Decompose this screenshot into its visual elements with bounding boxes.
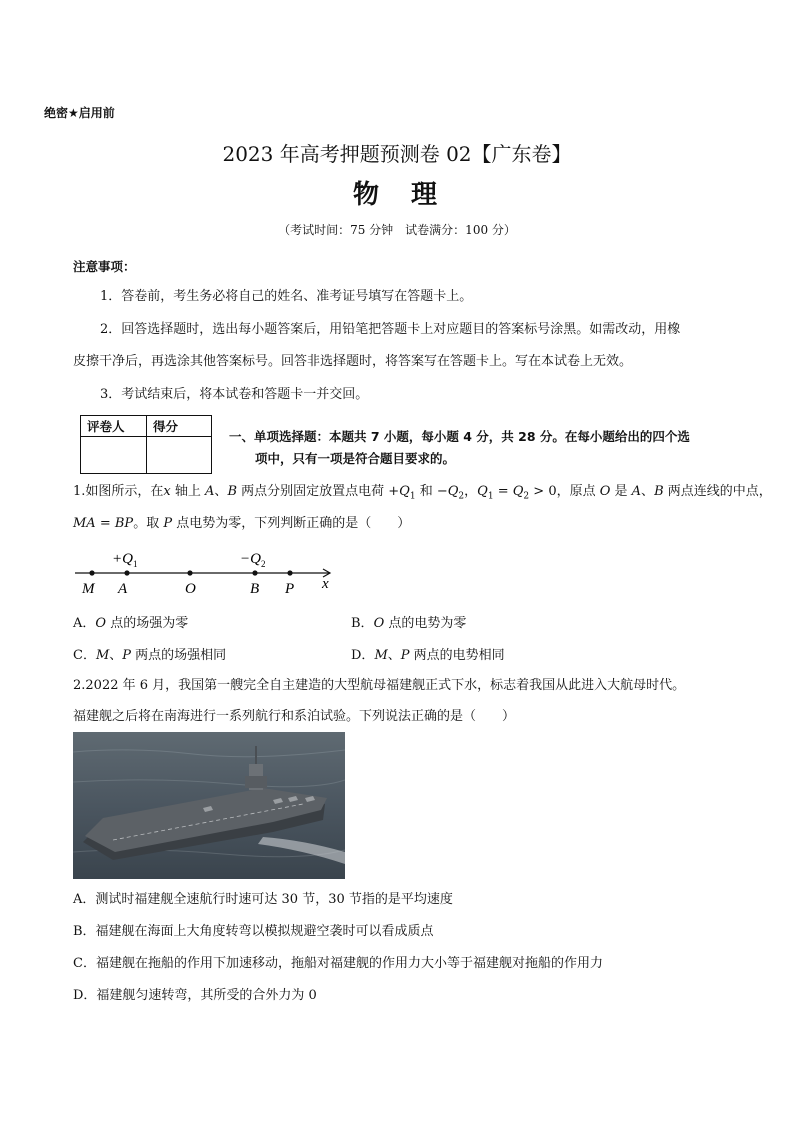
q1-sub: 1: [409, 491, 416, 502]
option-text: 点的场强为零: [106, 616, 189, 631]
option-var: O: [373, 616, 385, 631]
q1-var: P: [163, 516, 173, 531]
option-text: 点的电势为零: [384, 616, 467, 631]
label-p: P: [285, 581, 295, 597]
q1-text: 、: [641, 484, 655, 499]
subject-char-2: 理: [411, 180, 442, 210]
q1-text: =: [493, 484, 513, 499]
option-var: P: [122, 648, 132, 663]
charge-q1-label: $+Q_1$: [112, 551, 138, 569]
option-var: O: [95, 616, 107, 631]
section-heading-line-1: 一、单项选择题：本题共 7 小题，每小题 4 分，共 28 分。在每小题给出的四个选: [229, 429, 690, 444]
label-a: A: [118, 581, 128, 597]
q1-text: 两点分别固定放置点电荷 +: [237, 484, 400, 499]
notice-item-2-line-1: 2．回答选择题时，选出每小题答案后，用铅笔把答题卡上对应题目的答案标号涂黑。如需改动，用橡: [100, 322, 681, 337]
q1-text: 、: [214, 484, 228, 499]
q1-text: 轴上: [170, 484, 206, 499]
q1-text: 如图所示，在: [85, 484, 164, 499]
option-text: 两点的场强相同: [131, 648, 227, 663]
q1-text: 两点连线的中点，: [663, 484, 772, 499]
q1-var: MA: [73, 516, 96, 531]
score-header: 得分: [147, 416, 212, 437]
option-var: M: [95, 648, 110, 663]
q2-option-c: C．福建舰在拖船的作用下加速移动，拖船对福建舰的作用力大小等于福建舰对拖船的作用力: [73, 956, 603, 971]
q1-text: 点电势为零，下列判断正确的是（ ）: [172, 516, 411, 531]
q1-text: 是: [610, 484, 632, 499]
q1-option-a: [73, 612, 188, 631]
q1-stem-line-1: [73, 482, 772, 507]
q1-var: x: [163, 484, 171, 499]
q1-var: Q: [399, 484, 410, 499]
subject-char-1: 物: [352, 180, 383, 210]
q2-option-b: B．福建舰在海面上大角度转弯以模拟规避空袭时可以看成质点: [73, 924, 434, 939]
point-o-dot: [187, 570, 192, 575]
notice-heading: 注意事项：: [73, 259, 136, 274]
q2-stem-line-1: 2.2022 年 6 月，我国第一艘完全自主建造的大型航母福建舰正式下水，标志着我国从此进入大航母时代。: [73, 678, 686, 693]
option-text: 、: [109, 648, 123, 663]
q1-text: 和 −: [415, 484, 448, 499]
q1-text: 。取: [133, 516, 164, 531]
notice-item-2-line-2: 皮擦干净后，再选涂其他答案标号。回答非选择题时，将答案写在答题卡上。写在本试卷上无效。: [73, 354, 633, 369]
label-x: x: [322, 576, 329, 592]
exam-title: 2023 年高考押题预测卷 02【广东卷】: [222, 142, 572, 166]
q1-number: 1.: [73, 484, 86, 499]
carrier-island: [245, 776, 267, 788]
q1-axis-diagram: [72, 540, 342, 600]
grading-table: [80, 415, 212, 474]
notice-item-1: 1．答卷前，考生务必将自己的姓名、准考证号填写在答题卡上。: [100, 289, 473, 304]
label-o: O: [185, 581, 196, 597]
grader-header: 评卷人: [81, 416, 147, 437]
section-heading-line-2: 项中，只有一项是符合题目要求的。: [255, 451, 456, 466]
subject-title: [0, 174, 794, 211]
q2-option-a: A．测试时福建舰全速航行时速可达 30 节，30 节指的是平均速度: [73, 892, 453, 907]
q1-option-d: [351, 644, 505, 663]
q2-option-d: D．福建舰匀速转弯，其所受的合外力为 0: [73, 988, 317, 1003]
q1-var: B: [227, 484, 237, 499]
label-m: M: [82, 581, 95, 597]
aircraft-carrier-photo: [73, 732, 345, 879]
q1-text: > 0，原点: [529, 484, 600, 499]
option-label: B．: [351, 616, 374, 631]
option-var: M: [374, 648, 388, 663]
section-heading: [229, 426, 729, 470]
option-label: D．: [351, 648, 375, 663]
q1-var: B: [654, 484, 664, 499]
confidential-label: 绝密★启用前: [44, 106, 115, 120]
q1-var: A: [205, 484, 215, 499]
point-p-dot: [287, 570, 292, 575]
exam-meta: （考试时间：75 分钟 试卷满分：100 分）: [278, 223, 516, 237]
q1-var: Q: [447, 484, 459, 499]
option-text: 两点的电势相同: [409, 648, 505, 663]
score-cell: [147, 437, 212, 474]
q2-stem-line-2: 福建舰之后将在南海进行一系列航行和系泊试验。下列说法正确的是（ ）: [73, 709, 516, 724]
charge-q2-label: $-Q_2$: [240, 551, 266, 569]
q1-var: Q: [477, 484, 488, 499]
q1-text: =: [95, 516, 115, 531]
q1-option-c: [73, 644, 226, 663]
q1-option-b: [351, 612, 466, 631]
point-b-dot: [252, 570, 257, 575]
point-m-dot: [89, 570, 94, 575]
point-a-dot: [124, 570, 129, 575]
q1-sub: 2: [458, 491, 465, 502]
q1-var: Q: [512, 484, 524, 499]
option-label: A．: [73, 616, 96, 631]
q1-sub: 2: [523, 491, 530, 502]
q1-text: ，: [464, 484, 478, 499]
notice-item-3: 3．考试结束后，将本试卷和答题卡一并交回。: [100, 387, 369, 402]
q1-var: BP: [114, 516, 134, 531]
q1-stem-line-2: [73, 514, 410, 534]
grader-cell: [81, 437, 147, 474]
option-text: 、: [387, 648, 401, 663]
q1-var: A: [631, 484, 642, 499]
q1-var: O: [599, 484, 611, 499]
option-var: P: [400, 648, 410, 663]
label-b: B: [250, 581, 260, 597]
option-label: C．: [73, 648, 96, 663]
q1-sub: 1: [487, 491, 494, 502]
